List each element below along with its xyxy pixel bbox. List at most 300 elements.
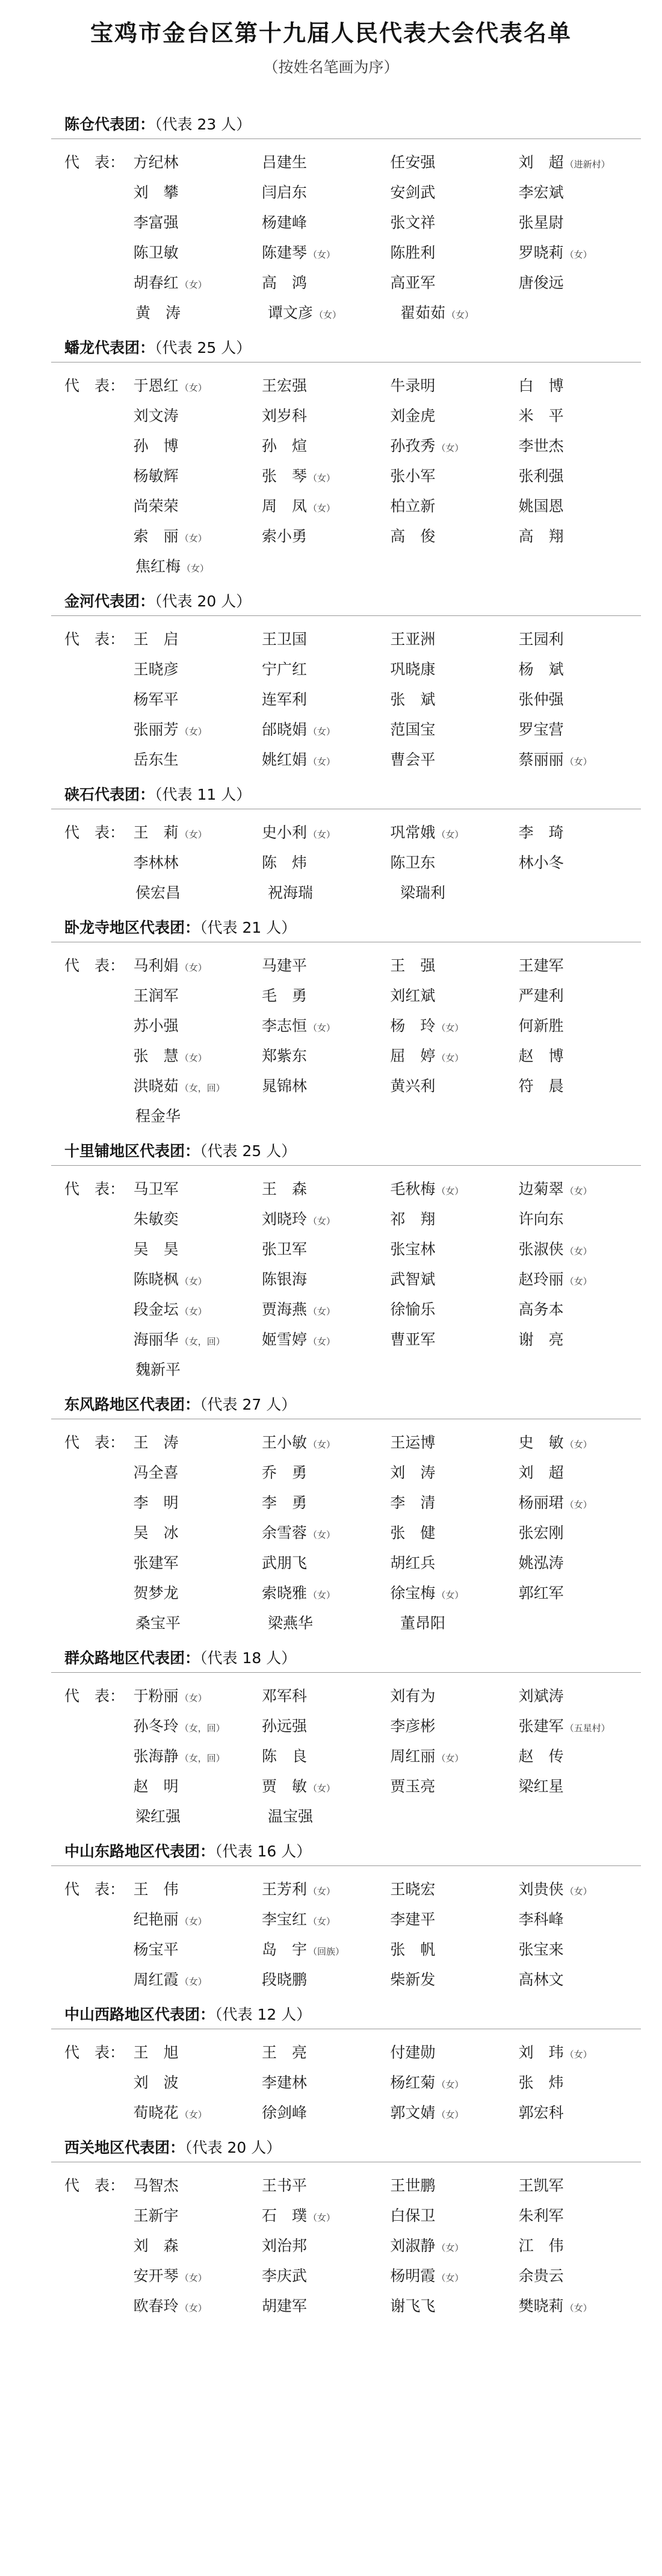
delegate-name-text: 孙 煊 (262, 437, 308, 455)
delegate-name-text: 毛 勇 (262, 987, 308, 1004)
delegate-name-text: 王 旭 (133, 2044, 179, 2061)
delegate-name (134, 1044, 262, 1066)
delegate-name-text: 贾海燕 (262, 1301, 308, 1318)
delegate-name-text: 吴 昊 (133, 1240, 179, 1258)
delegate-name (519, 984, 647, 1006)
delegate-name-text: 刘岁科 (262, 407, 308, 425)
delegate-note: （女） (436, 829, 464, 840)
delegate-row (51, 2290, 647, 2320)
delegate-name (262, 748, 390, 770)
delegate-name-text: 刘金虎 (390, 407, 436, 425)
delegate-name (134, 2174, 262, 2195)
delegate-note: （女，回） (179, 1336, 225, 1347)
delegate-name-text: 史小利 (262, 824, 308, 841)
delegate-name-text: 索晓雅 (262, 1584, 308, 1602)
delegate-name (390, 151, 518, 172)
delegation-section (51, 591, 647, 774)
delegate-name-text: 赵 明 (133, 1778, 179, 1795)
delegate-name-text: 武智斌 (390, 1271, 436, 1288)
delegate-name (390, 658, 518, 679)
delegate-row (51, 1233, 647, 1263)
delegate-name (262, 524, 390, 546)
delegate-name-text: 曹亚军 (390, 1331, 436, 1348)
delegate-name-text: 杨敏辉 (133, 467, 179, 485)
delegation-title (51, 338, 647, 358)
delegate-note: （女） (436, 1053, 464, 1063)
delegate-name (390, 2264, 518, 2286)
delegate-name (134, 1551, 262, 1573)
delegate-name-text: 吴 冰 (133, 1524, 179, 1542)
delegate-row (51, 847, 647, 877)
delegate-name-text: 张 炜 (518, 2074, 564, 2091)
delegate-name (134, 1237, 262, 1259)
delegate-row (51, 623, 647, 653)
delegate-name (390, 434, 518, 456)
delegate-name-text: 王晓彦 (133, 661, 179, 678)
delegate-name-text: 李 清 (390, 1494, 436, 1511)
delegate-name-text: 李建平 (390, 1911, 436, 1928)
delegate-name-text: 张淑侠 (518, 1240, 564, 1258)
delegate-name-text: 张建军 (518, 1717, 564, 1735)
delegate-name (262, 1074, 390, 1096)
delegate-name-text: 索小勇 (262, 527, 308, 545)
section-divider (51, 1672, 641, 1673)
delegate-name-text: 张卫军 (262, 1240, 308, 1258)
delegate-name (390, 2101, 518, 2123)
delegate-row (51, 1070, 647, 1100)
delegate-name-text: 贺梦龙 (133, 1584, 179, 1602)
delegate-note: （进新村） (565, 159, 610, 170)
delegate-note: （女） (565, 1246, 592, 1257)
delegate-name (134, 1328, 262, 1349)
delegate-name (519, 688, 647, 709)
delegate-name-text: 张 琴 (262, 467, 308, 485)
delegate-name (390, 494, 518, 516)
delegate-name-text: 柴新发 (390, 1971, 436, 1988)
section-divider (51, 1865, 641, 1866)
delegate-name (134, 404, 262, 426)
delegate-note: （女） (308, 1022, 336, 1033)
delegate-name (390, 1551, 518, 1573)
delegate-name (390, 1044, 518, 1066)
delegate-name-text: 胡建军 (262, 2297, 308, 2315)
delegate-name (134, 1775, 262, 1796)
delegate-name-text: 李 勇 (262, 1494, 308, 1511)
delegate-name (519, 1207, 647, 1229)
delegate-name (519, 1074, 647, 1096)
delegate-name-text: 王亚洲 (390, 630, 436, 648)
delegate-note: （女） (308, 726, 336, 737)
delegate-row (51, 1100, 647, 1130)
delegate-name (262, 2101, 390, 2123)
delegate-name-text: 贾 敏 (262, 1778, 308, 1795)
delegate-name (519, 1237, 647, 1259)
delegate-name-text: 李世杰 (518, 437, 564, 455)
delegate-name-text: 陈建琴 (262, 244, 308, 261)
delegate-name (390, 1775, 518, 1796)
delegate-note: （女） (179, 726, 207, 737)
delegate-name-text: 高林文 (518, 1971, 564, 1988)
delegate-name-text: 高务本 (518, 1301, 564, 1318)
delegate-name (262, 1237, 390, 1259)
delegate-name-text: 王 森 (262, 1180, 308, 1198)
delegate-name-text: 李 明 (133, 1494, 179, 1511)
title-colon: ： (185, 1649, 200, 1667)
delegate-name-text: 张丽芳 (133, 721, 179, 738)
delegate-name-text: 白保卫 (390, 2207, 436, 2224)
delegate-name (519, 1744, 647, 1766)
delegate-name-text: 罗宝营 (518, 721, 564, 738)
delegation-section (51, 2138, 647, 2320)
delegate-name (134, 1581, 262, 1603)
delegate-name-text: 林小冬 (518, 854, 564, 871)
delegate-name (134, 658, 262, 679)
delegate-note: （女） (447, 310, 474, 320)
delegate-name-text: 刘斌涛 (518, 1687, 564, 1705)
delegate-name (390, 1431, 518, 1452)
delegate-row (51, 237, 647, 267)
delegate-name (519, 1878, 647, 1899)
delegate-name (519, 151, 647, 172)
delegate-row (51, 1770, 647, 1800)
delegate-note: （女） (308, 1439, 336, 1450)
delegate-name-text: 刘 森 (133, 2237, 179, 2254)
delegate-name (135, 1805, 268, 1826)
delegate-name (519, 1328, 647, 1349)
delegate-name-text: 郭红军 (518, 1584, 564, 1602)
delegate-name (134, 211, 262, 232)
delegate-name-text: 安剑武 (390, 184, 436, 201)
delegate-name-text: 焦红梅 (135, 558, 181, 575)
delegate-label: 代 表： (64, 377, 125, 394)
delegation-name: 中山东路地区代表团 (64, 1843, 200, 1860)
delegate-name (134, 464, 262, 486)
delegate-note: （女） (179, 382, 207, 393)
delegate-name-text: 于恩红 (133, 377, 179, 394)
delegate-name (390, 1968, 518, 1990)
delegate-name (390, 1268, 518, 1289)
delegate-name (519, 1938, 647, 1959)
delegate-name-text: 安开琴 (133, 2267, 179, 2285)
delegate-name (135, 1358, 268, 1380)
delegate-name-text: 刘 波 (133, 2074, 179, 2091)
delegate-name (390, 718, 518, 739)
delegate-name (262, 241, 390, 263)
delegation-title (51, 2138, 647, 2158)
delegate-note: （女） (436, 1022, 464, 1033)
delegate-name (134, 2204, 262, 2226)
delegate-name-text: 白 博 (518, 377, 564, 394)
delegate-name-text: 巩常娥 (390, 824, 436, 841)
delegation-section (51, 918, 647, 1130)
delegate-name (134, 2264, 262, 2286)
delegation-name: 十里铺地区代表团 (64, 1142, 185, 1160)
delegation-name: 金河代表团 (64, 593, 140, 610)
delegate-name-text: 高 鸿 (262, 274, 308, 291)
delegate-name (519, 658, 647, 679)
delegate-name (390, 1908, 518, 1929)
delegate-name-text: 王 伟 (133, 1881, 179, 1898)
delegate-row (51, 1800, 647, 1831)
delegate-name-text: 谭文彦 (268, 304, 314, 322)
delegate-note: （女） (179, 1053, 207, 1063)
delegate-row (51, 1263, 647, 1293)
delegate-name-text: 孙远强 (262, 1717, 308, 1735)
title-colon: ： (185, 919, 200, 936)
delegate-name (262, 1268, 390, 1289)
section-divider (51, 1165, 641, 1166)
section-divider (51, 615, 641, 616)
delegate-row (51, 980, 647, 1010)
delegate-name-text: 徐宝梅 (390, 1584, 436, 1602)
delegate-row (51, 297, 647, 327)
delegate-name (390, 1328, 518, 1349)
delegate-name (262, 271, 390, 293)
delegate-name (262, 1521, 390, 1543)
delegate-row (51, 1964, 647, 1994)
delegate-name-text: 温宝强 (268, 1808, 314, 1825)
delegate-name (262, 1014, 390, 1036)
delegate-name (134, 1521, 262, 1543)
delegate-name-text: 许向东 (518, 1210, 564, 1228)
delegate-row (51, 2200, 647, 2230)
delegate-label: 代 表： (64, 1180, 125, 1198)
delegate-name-text: 王宏强 (262, 377, 308, 394)
delegate-name (268, 1611, 400, 1633)
delegate-row (51, 683, 647, 714)
delegate-name (390, 2294, 518, 2316)
delegate-name-text: 黄兴利 (390, 1077, 436, 1095)
delegate-row (51, 2170, 647, 2200)
delegate-name (519, 718, 647, 739)
delegate-name (390, 1491, 518, 1513)
delegate-name-text: 翟茹茹 (400, 304, 446, 322)
delegate-name-text: 董昂阳 (400, 1614, 446, 1632)
delegate-name (390, 2234, 518, 2256)
delegate-note: （女） (436, 1753, 464, 1764)
delegate-note: （女） (565, 2049, 592, 2060)
delegate-name (390, 241, 518, 263)
delegate-row (51, 550, 647, 580)
delegate-note: （女） (436, 2273, 464, 2283)
delegate-name (134, 1177, 262, 1199)
delegate-name-text: 马利娟 (133, 957, 179, 974)
delegate-row (51, 2260, 647, 2290)
delegate-name (390, 1938, 518, 1959)
delegate-note: （女） (308, 1336, 336, 1347)
delegate-name (390, 984, 518, 1006)
delegate-name-text: 张宝林 (390, 1240, 436, 1258)
delegate-name (134, 954, 262, 975)
delegate-name (262, 374, 390, 396)
delegate-note: （女） (565, 1886, 592, 1897)
delegate-label: 代 表： (64, 957, 125, 974)
delegate-name-text: 高亚军 (390, 274, 436, 291)
delegate-name (262, 1044, 390, 1066)
delegate-row (51, 520, 647, 550)
delegate-name (390, 1461, 518, 1482)
delegate-name (134, 271, 262, 293)
delegate-note: （女） (179, 533, 207, 544)
delegate-name-text: 宁广红 (262, 661, 308, 678)
delegate-name-text: 尚荣荣 (133, 497, 179, 515)
delegate-note: （女） (308, 503, 336, 514)
delegate-name (134, 434, 262, 456)
delegate-name (519, 181, 647, 202)
title-colon: ： (200, 2006, 215, 2023)
delegate-name-text: 屈 婷 (390, 1047, 436, 1065)
delegate-name-text: 岛 宇 (262, 1941, 308, 1958)
delegate-row (51, 2097, 647, 2127)
delegate-name-text: 郭宏科 (518, 2104, 564, 2121)
delegate-name (262, 1714, 390, 1736)
delegate-row (51, 1457, 647, 1487)
delegate-name (390, 1298, 518, 1319)
delegate-row (51, 490, 647, 520)
delegate-name-text: 张宝来 (518, 1941, 564, 1958)
delegate-name-text: 朱敏奕 (133, 1210, 179, 1228)
delegate-row (51, 430, 647, 460)
delegate-row (51, 1710, 647, 1740)
delegate-name-text: 姚国恩 (518, 497, 564, 515)
delegate-name (519, 1177, 647, 1199)
delegate-row (51, 1680, 647, 1710)
delegate-row (51, 1547, 647, 1577)
delegate-name (262, 1328, 390, 1349)
delegate-name-text: 米 平 (518, 407, 564, 425)
delegate-name (519, 241, 647, 263)
delegate-name (262, 627, 390, 649)
delegate-row (51, 400, 647, 430)
delegate-name (519, 2101, 647, 2123)
delegate-name-text: 王世鹏 (390, 2177, 436, 2194)
delegate-name (262, 464, 390, 486)
delegate-row (51, 1293, 647, 1324)
delegate-name-text: 方纪林 (133, 154, 179, 171)
delegate-note: （女） (565, 249, 592, 260)
delegation-section (51, 1648, 647, 1831)
delegate-name-text: 高 翔 (518, 527, 564, 545)
delegate-name (519, 821, 647, 842)
delegate-note: （女） (179, 2273, 207, 2283)
delegate-label: 代 表： (64, 1687, 125, 1705)
delegate-name (519, 1908, 647, 1929)
delegation-count: （代表 11 人） (155, 786, 252, 803)
delegate-name-text: 张 斌 (390, 691, 436, 708)
delegate-name-text: 陈卫敏 (133, 244, 179, 261)
delegate-name-text: 荀晓花 (133, 2104, 179, 2121)
delegate-name (134, 2071, 262, 2092)
title-colon: ： (170, 2139, 185, 2156)
delegate-label: 代 表： (64, 630, 125, 648)
delegate-name (134, 1938, 262, 1959)
title-colon: ： (140, 593, 155, 610)
delegate-name-text: 刘红斌 (390, 987, 436, 1004)
delegate-name-text: 杨丽珺 (518, 1494, 564, 1511)
delegate-name-text: 段晓鹏 (262, 1971, 308, 1988)
delegation-count: （代表 18 人） (200, 1649, 297, 1667)
delegate-row (51, 1577, 647, 1607)
delegate-name-text: 任安强 (390, 154, 436, 171)
delegate-name (134, 2234, 262, 2256)
delegate-name (262, 1298, 390, 1319)
delegate-note: （女） (179, 1693, 207, 1703)
delegate-name-text: 张仲强 (518, 691, 564, 708)
delegate-name-text: 马卫军 (133, 1180, 179, 1198)
delegate-name (134, 1684, 262, 1706)
delegate-name-text: 索 丽 (133, 527, 179, 545)
delegate-name-text: 牛录明 (390, 377, 436, 394)
delegate-name-text: 于粉丽 (133, 1687, 179, 1705)
delegate-note: （女） (436, 2242, 464, 2253)
title-colon: ： (140, 339, 155, 356)
delegate-name (400, 881, 533, 903)
delegate-name-text: 胡春红 (133, 274, 179, 291)
delegate-name (262, 1775, 390, 1796)
delegate-name (390, 1581, 518, 1603)
delegate-name (134, 851, 262, 873)
delegate-name-text: 刘治邦 (262, 2237, 308, 2254)
delegate-row (51, 1517, 647, 1547)
delegate-name (400, 301, 533, 323)
delegate-name (390, 211, 518, 232)
delegate-name (134, 2294, 262, 2316)
delegate-name-text: 谢 亮 (518, 1331, 564, 1348)
delegate-name-text: 陈 良 (262, 1747, 308, 1765)
delegate-row (51, 1934, 647, 1964)
delegate-row (51, 2230, 647, 2260)
delegate-name-text: 符 晨 (518, 1077, 564, 1095)
delegate-name (262, 954, 390, 975)
delegate-name-text: 张小军 (390, 467, 436, 485)
delegate-row (51, 1487, 647, 1517)
delegate-note: （女） (436, 443, 464, 453)
delegate-name-text: 刘淑静 (390, 2237, 436, 2254)
delegate-name-text: 朱利军 (518, 2207, 564, 2224)
delegate-name-text: 姬雪婷 (262, 1331, 308, 1348)
delegate-name (134, 1268, 262, 1289)
delegate-name (262, 1968, 390, 1990)
delegate-name (262, 1908, 390, 1929)
delegation-section (51, 114, 647, 327)
delegate-name (390, 271, 518, 293)
delegate-name-text: 陈银海 (262, 1271, 308, 1288)
delegate-name (134, 1298, 262, 1319)
delegate-name (519, 434, 647, 456)
delegate-name (519, 1775, 647, 1796)
title-colon: ： (200, 1843, 215, 1860)
delegate-name (390, 1684, 518, 1706)
delegate-name (390, 2071, 518, 2092)
delegate-name (134, 524, 262, 546)
delegate-name (134, 2101, 262, 2123)
delegate-note: （女） (308, 756, 336, 767)
delegation-count: （代表 16 人） (215, 1843, 312, 1860)
delegate-name-text: 武朋飞 (262, 1554, 308, 1572)
delegate-name-text: 王芳利 (262, 1881, 308, 1898)
delegate-name-text: 王小敏 (262, 1434, 308, 1451)
delegate-note: （女） (308, 249, 336, 260)
delegate-name-text: 赵 传 (518, 1747, 564, 1765)
delegate-label: 代 表： (64, 2177, 125, 2194)
delegation-name: 中山西路地区代表团 (64, 2006, 200, 2023)
delegate-name (262, 2294, 390, 2316)
delegation-count: （代表 27 人） (200, 1396, 297, 1413)
delegate-name (268, 881, 400, 903)
delegate-name-text: 王 亮 (262, 2044, 308, 2061)
delegate-name-text: 陈 炜 (262, 854, 308, 871)
delegation-title (51, 1395, 647, 1415)
